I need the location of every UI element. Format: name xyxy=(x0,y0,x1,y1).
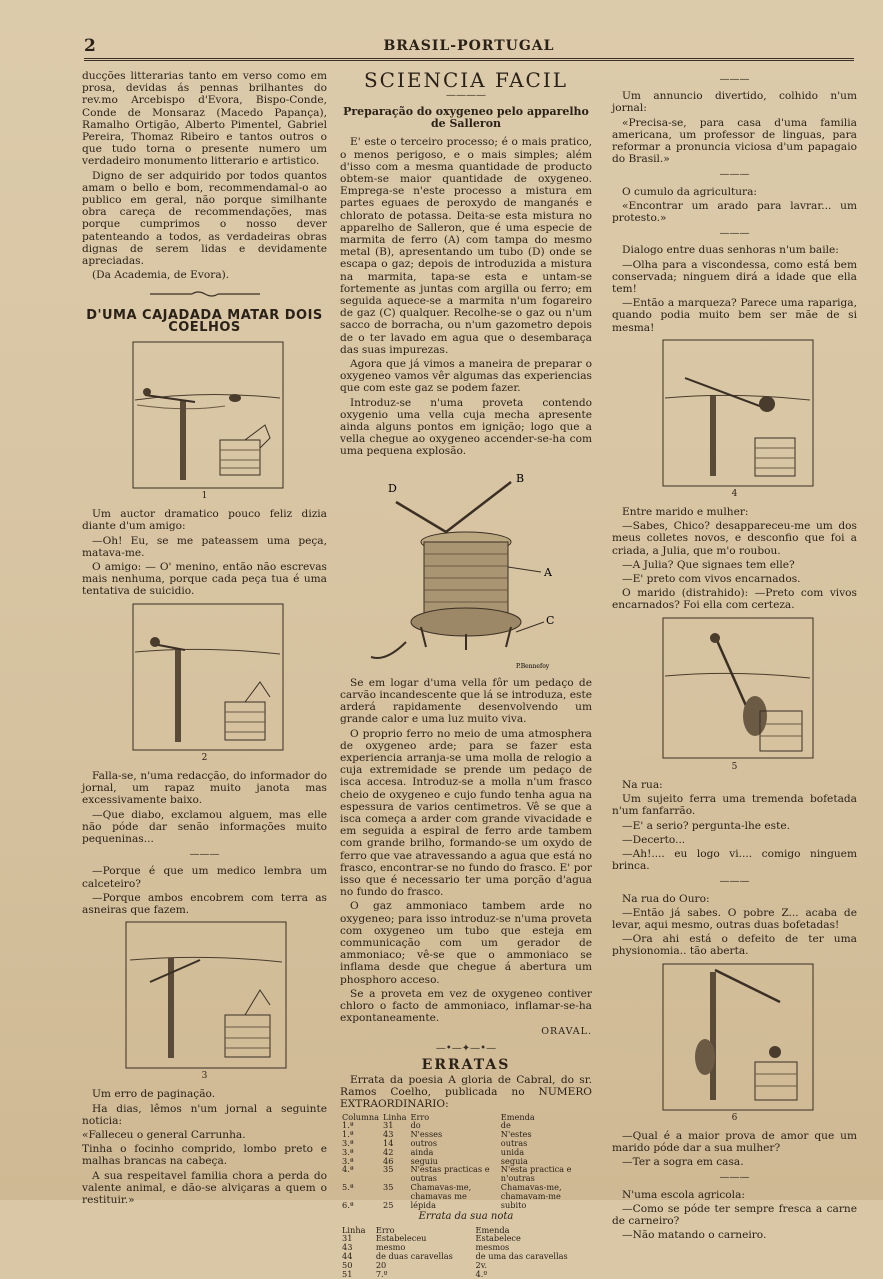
publication-title: BRASIL-PORTUGAL xyxy=(383,38,555,54)
cartoon-figure-5 xyxy=(655,616,815,761)
cartoon-figure-2 xyxy=(125,602,285,752)
label-a: A xyxy=(544,565,552,579)
table-row xyxy=(340,1261,592,1270)
table-cell: 35 xyxy=(383,1181,394,1192)
table-header: Columna xyxy=(342,1111,380,1122)
table-row xyxy=(340,1270,592,1279)
joke-paragraph: Um auctor dramatico pouco feliz dizia diante d'um amigo: xyxy=(82,508,327,533)
article-signature: ORAVAL. xyxy=(541,1026,592,1038)
ornament-divider xyxy=(82,289,327,301)
joke-paragraph: —Porque é que um medico lembra um calceteiro? xyxy=(82,865,327,890)
article-paragraph: Se a proveta em vez de oxygeneo contiver chloro o facto de ammoniaco, inflamar-se-ha expontaneamente. xyxy=(340,987,592,1025)
table-cell: 43 xyxy=(383,1129,394,1140)
figure-caption: 5 xyxy=(731,761,738,772)
cartoon-figure-6 xyxy=(655,962,815,1112)
article-title: SCIENCIA FACIL xyxy=(363,68,569,92)
article-paragraph: O gaz ammoniaco tambem arde no oxygeneo; para isso introduz-se n'uma proveta com oxygeneo um tubo que esteja em communicação com um gerador de ammoniaco; vê-se que o ammoniaco se inflama desde que chegue á abertura um phosphoro acceso. xyxy=(340,900,592,986)
table-cell: 3.ª xyxy=(342,1155,354,1166)
table-header: Erro xyxy=(410,1111,430,1122)
table-cell: Estabelece xyxy=(475,1233,521,1244)
errata-note-table xyxy=(340,1226,592,1279)
cartoon-figure-4 xyxy=(655,338,815,488)
table-cell: Chamavas-me, chamavas me xyxy=(410,1181,472,1201)
joke-paragraph: —Então a marqueza? Parece uma rapariga, quando podia muito bem ser mãe de si mesma! xyxy=(612,297,857,334)
short-divider: ——— xyxy=(719,169,750,181)
table-cell: ainda xyxy=(410,1146,434,1157)
table-cell: 51 xyxy=(342,1268,353,1279)
table-cell: unida xyxy=(500,1146,525,1157)
label-b: B xyxy=(516,471,525,485)
joke-paragraph: O amigo: — O' menino, então não escrevas mais nenhuma, porque cada peça tua é uma tentativa de suicidio. xyxy=(82,561,327,598)
joke-paragraph: —Sabes, Chico? desappareceu-me um dos meus colletes novos, e desconfio que foi a criada, a Julia, que m'o roubou. xyxy=(612,520,857,557)
short-divider: ——— xyxy=(719,74,750,85)
salleron-apparatus-figure xyxy=(366,462,566,677)
table-header-row xyxy=(340,1226,592,1235)
table-cell: 43 xyxy=(342,1242,353,1253)
ornament-divider: —•—✦—•— xyxy=(435,1042,497,1054)
joke-paragraph: «Encontrar um arado para lavrar... um protesto.» xyxy=(612,199,857,225)
table-header: Erro xyxy=(375,1224,395,1235)
article-paragraph: Introduz-se n'uma proveta contendo oxygenio uma vella cuja mecha apresente ainda alguns pontos em ignição; logo que a vella chegue ao oxygeneo accender-se-ha com uma pequena explosão. xyxy=(340,396,592,458)
column-2 xyxy=(340,70,592,1278)
table-header: Linha xyxy=(342,1224,366,1235)
joke-paragraph: Um sujeito ferra uma tremenda bofetada n'um fanfarrão. xyxy=(612,793,857,818)
table-cell: lépida xyxy=(410,1199,436,1210)
intro-paragraph: ducções litterarias tanto em verso como em prosa, devidas ás pennas brilhantes do rev.mo Arcebispo d'Evora, Bispo-Conde, Conde de Monsaraz (Macedo Papança), Ramalho Ortigão, Alberto Pimentel, Gabriel Pereira, Thomaz Ribeiro e tantos outros o que tudo torna o presente numero um verdadeiro monumento litterario e artistico. xyxy=(82,70,327,168)
table-cell: subito xyxy=(500,1199,527,1210)
table-cell: 50 xyxy=(342,1259,353,1270)
joke-paragraph: —Decerto... xyxy=(622,833,686,846)
table-cell: 4.º xyxy=(475,1268,488,1279)
joke-paragraph: —Olha para a viscondessa, como está bem conservada; ninguem dirá a idade que ella tem! xyxy=(612,258,857,296)
figure-caption: 2 xyxy=(201,752,208,763)
table-cell: 44 xyxy=(342,1250,353,1261)
table-row xyxy=(340,1148,592,1157)
joke-paragraph: O cumulo da agricultura: xyxy=(622,185,757,198)
table-cell: 3.ª xyxy=(342,1146,354,1157)
label-d: D xyxy=(388,481,397,495)
errata-intro: Errata da poesia A gloria de Cabral, do sr. Ramos Coelho, publicada no NUMERO EXTRAORDINARIO: xyxy=(340,1073,592,1111)
table-cell: outras xyxy=(500,1137,528,1148)
table-cell: 1.ª xyxy=(342,1129,354,1140)
short-divider: ——— xyxy=(719,1172,750,1184)
figure-caption: 1 xyxy=(201,491,208,502)
table-header-row xyxy=(340,1113,592,1122)
table-cell: 3.ª xyxy=(342,1137,354,1148)
table-row xyxy=(340,1234,592,1243)
joke-paragraph: —Qual é a maior prova de amor que um marido póde dar a sua mulher? xyxy=(612,1129,857,1154)
joke-paragraph: —Ter a sogra em casa. xyxy=(622,1156,744,1169)
short-divider: ——— xyxy=(719,876,750,888)
joke-paragraph: —Oh! Eu, se me pateassem uma peça, matava-me. xyxy=(82,534,327,559)
table-cell: N'estes xyxy=(500,1129,532,1140)
table-cell: 2v. xyxy=(475,1259,487,1270)
table-row xyxy=(340,1201,592,1210)
table-row xyxy=(340,1165,592,1183)
table-cell: 1.ª xyxy=(342,1120,354,1131)
figure-caption: 4 xyxy=(731,488,738,499)
table-row xyxy=(340,1139,592,1148)
table-cell: 31 xyxy=(383,1120,394,1131)
quote-paragraph: Tinha o focinho comprido, lombo preto e malhas brancas na cabeça. xyxy=(82,1143,327,1168)
table-cell: N'estas practicas e outras xyxy=(410,1164,490,1184)
table-cell: de uma das caravellas xyxy=(475,1250,568,1261)
table-cell: 20 xyxy=(375,1259,387,1270)
article-paragraph: O proprio ferro no meio de uma atmosphera de oxygeneo arde; para se fazer esta experiencia arranja-se uma molla de relogio a cuja extremidade se prende um pedaço de isca accesa. Introduz-se a molla n'um frasco cheio de oxygeneo e cujo fundo tenha agua na espessura de varios centimetros. Vê se que a isca começa a arder com grande vivacidade e em seguida a espiral de ferro arde tambem com grande brilho, formando-se um oxydo de ferro que vae atravessando a agua que está no frasco, encontrar-se no fundo do frasco. E' por isso que é necessario ter uma porção d'agua no fundo do frasco. xyxy=(340,727,592,899)
table-cell: Chamavas-me, chamavam-me xyxy=(500,1181,562,1201)
table-cell: 5.ª xyxy=(342,1181,354,1192)
column-3 xyxy=(612,70,857,1243)
intro-paragraph: Digno de ser adquirido por todos quantos amam o bello e bom, recommendamal-o ao publico em geral, não porque similhante obra careça de recommendações, mas porque cumprimos o nosso dever patenteando a todos, as verdadeiras obras dignas de serem lidas e devidamente apreciadas. xyxy=(82,169,327,268)
table-header: Emenda xyxy=(475,1224,510,1235)
figure-caption: 6 xyxy=(731,1112,738,1123)
article-subtitle: Preparação do oxygeneo pelo apparelho de Salleron xyxy=(343,105,589,131)
joke-paragraph: Na rua do Ouro: xyxy=(622,892,710,905)
table-cell: outros xyxy=(410,1137,438,1148)
joke-paragraph: —Que diabo, exclamou alguem, mas elle não póde dar senão informações muito pequeninas... xyxy=(82,808,327,845)
article-paragraph: Agora que já vimos a maneira de preparar o oxygeneo vamos vêr algumas das experiencias que com este gaz se podem fazer. xyxy=(340,358,592,395)
short-divider: ——— xyxy=(189,849,220,861)
table-cell: 25 xyxy=(383,1199,394,1210)
table-row xyxy=(340,1243,592,1252)
errata-subtitle: Errata da sua nota xyxy=(418,1211,514,1223)
table-row xyxy=(340,1252,592,1261)
table-cell: mesmo xyxy=(375,1242,406,1253)
cartoon-figure-1 xyxy=(125,340,285,490)
table-cell: 46 xyxy=(383,1155,394,1166)
joke-paragraph: —E' preto com vivos encarnados. xyxy=(622,573,801,586)
joke-paragraph: Ha dias, lêmos n'um jornal a seguinte noticia: xyxy=(82,1102,327,1127)
joke-paragraph: —Como se póde ter sempre fresca a carne de carneiro? xyxy=(612,1202,857,1227)
joke-paragraph: O marido (distrahido): —Preto com vivos encarnados? Foi ella com certeza. xyxy=(612,587,857,612)
intro-source: (Da Academia, de Evora). xyxy=(92,269,230,282)
table-cell: seguiu xyxy=(410,1155,438,1166)
table-row xyxy=(340,1121,592,1130)
article-paragraph: Se em logar d'uma vella fôr um pedaço de carvão incandescente que lá se introduza, este arderá rapidamente desenvolvendo um grande calor e uma luz muito viva. xyxy=(340,676,592,726)
article-paragraph: E' este o terceiro processo; é o mais pratico, o menos perigoso, e o mais simples; além d'isso com a mesma quantidade de producto obtem-se maior quantidade de oxygeneo. Emprega-se n'este processo a mistura em partes eguaes de peroxydo de manganés e chlorato de potassa. Deita-se esta mistura no apparelho de Salleron, que é uma especie de marmita de ferro (A) com tampa do mesmo metal (B), apresentando um tubo (D) onde se escapa o gaz; depois de introduzida a mistura na marmita, tapa-se esta e untam-se fortemente as juntas com argilla ou ferro; em seguida aquece-se a marmita n'um fogareiro de gaz (C) qualquer. Recolhe-se o gaz ou n'um sacco de borracha, ou n'um gazometro depois de o ter lavado em agua que o desembaraça das suas impurezas. xyxy=(340,136,592,356)
table-cell: 31 xyxy=(342,1233,353,1244)
joke-paragraph: Dialogo entre duas senhoras n'um baile: xyxy=(622,244,839,257)
table-cell: de duas caravellas xyxy=(375,1250,453,1261)
table-cell: Estabeleceu xyxy=(375,1233,427,1244)
joke-paragraph: «Precisa-se, para casa d'uma familia americana, um professor de linguas, para reformar a pronuncia viciosa d'um papagaio do Brasil.» xyxy=(612,116,857,166)
errata-table xyxy=(340,1113,592,1210)
table-cell: do xyxy=(410,1120,421,1131)
artist-signature: P.Bennefoy xyxy=(516,662,550,670)
joke-paragraph: Um annuncio divertido, colhido n'um jornal: xyxy=(612,90,857,115)
table-row xyxy=(340,1130,592,1139)
joke-paragraph: Falla-se, n'uma redacção, do informador do jornal, um rapaz muito janota mas excessivamente baixo. xyxy=(82,769,327,807)
joke-paragraph: Entre marido e mulher: xyxy=(622,506,749,519)
cartoon-figure-3 xyxy=(120,920,290,1070)
section-title: D'UMA CAJADADA MATAR DOIS COELHOS xyxy=(86,307,323,335)
joke-paragraph: —Ora ahi está o defeito de ter uma physionomia.. tão aberta. xyxy=(612,933,857,958)
page-number: 2 xyxy=(84,36,96,56)
figure-caption: 3 xyxy=(201,1071,208,1082)
table-cell: 14 xyxy=(383,1137,394,1148)
table-cell: N'esta practica e n'outras xyxy=(500,1164,572,1184)
quote-paragraph: A sua respeitavel familia chora a perda do valente animal, e dão-se alviçaras a quem o restituir.» xyxy=(82,1169,327,1206)
table-header: Linha xyxy=(383,1111,407,1122)
joke-paragraph: —Não matando o carneiro. xyxy=(622,1229,767,1242)
joke-paragraph: Um erro de paginação. xyxy=(92,1088,216,1101)
errata-title: ERRATAS xyxy=(421,1056,511,1073)
joke-paragraph: —Então já sabes. O pobre Z... acaba de levar, aqui mesmo, outras duas bofetadas! xyxy=(612,906,857,931)
quote-paragraph: «Falleceu o general Carrunha. xyxy=(82,1128,246,1141)
table-cell: 6.ª xyxy=(342,1199,354,1210)
page-header xyxy=(84,36,854,61)
table-header: Emenda xyxy=(500,1111,535,1122)
label-c: C xyxy=(546,613,555,627)
table-cell: 42 xyxy=(383,1146,394,1157)
joke-paragraph: —Porque ambos encobrem com terra as asneiras que fazem. xyxy=(82,891,327,916)
joke-paragraph: N'uma escola agricola: xyxy=(622,1188,745,1201)
column-1 xyxy=(82,70,327,1208)
table-cell: de xyxy=(500,1120,511,1131)
table-row xyxy=(340,1183,592,1201)
joke-paragraph: —A Julia? Que signaes tem elle? xyxy=(622,558,795,571)
short-divider: ——— xyxy=(719,228,750,240)
joke-paragraph: —E' a serio? pergunta-lhe este. xyxy=(622,819,791,832)
table-cell: N'esses xyxy=(410,1129,443,1140)
joke-paragraph: —Ah!.... eu logo vi.... comigo ninguem brinca. xyxy=(612,847,857,873)
table-cell: 4.ª xyxy=(342,1164,354,1175)
table-cell: 35 xyxy=(383,1164,394,1175)
title-rule: ———— xyxy=(446,90,486,102)
table-cell: mesmos xyxy=(475,1242,510,1253)
table-cell: 7.º xyxy=(375,1268,388,1279)
table-cell: seguia xyxy=(500,1155,528,1166)
joke-paragraph: Na rua: xyxy=(622,778,663,791)
